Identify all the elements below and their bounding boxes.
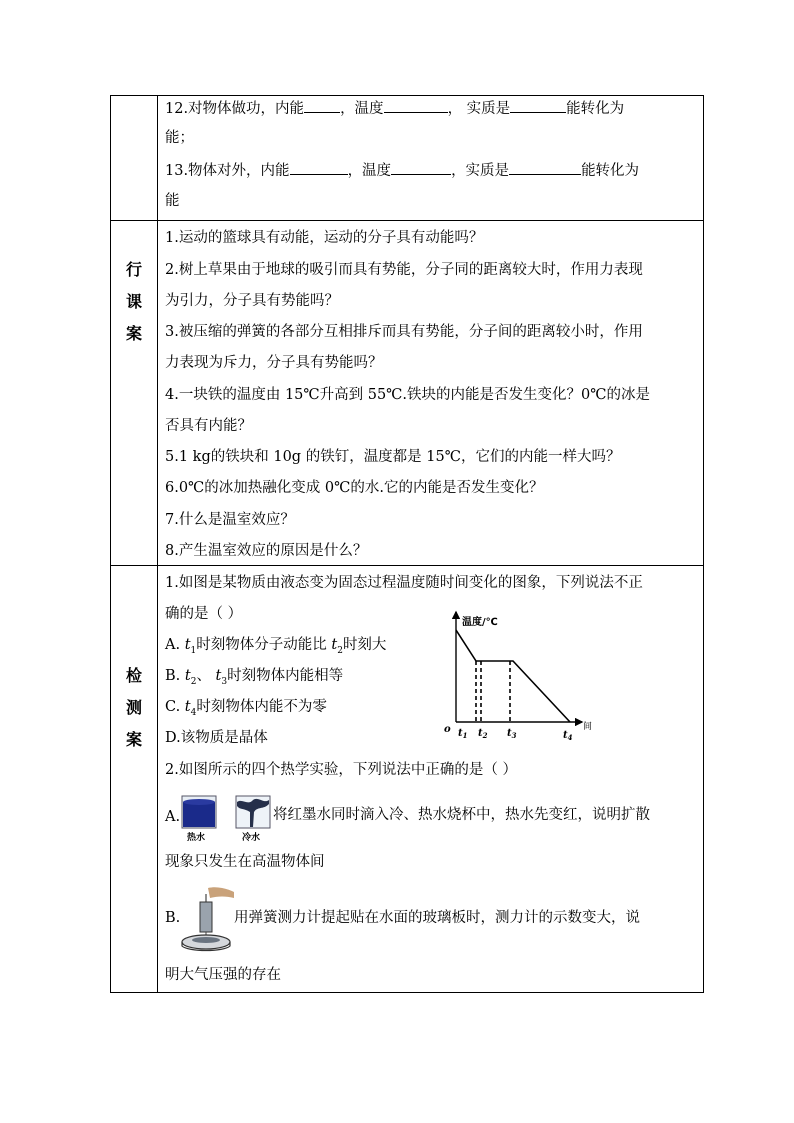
q2-option-a-text-line2: 现象只发生在高温物体间 (165, 854, 325, 870)
graph-tick-t3: $t_3$ (507, 728, 517, 740)
table-top-border (110, 95, 704, 96)
graph-tick-t1: $t_1$ (458, 728, 468, 740)
q12-line1: 12.对物体做功，内能 ，温度 ， 实质是 能转化为 (165, 98, 624, 119)
q1-option-a: A. $t_1$时刻物体分子动能比 $t_2$时刻大 (165, 637, 387, 656)
row-divider-2 (110, 565, 704, 566)
xingkean-line-4: 3.被压缩的弹簧的各部分互相排斥而具有势能，分子间的距离较小时，作用 (165, 324, 643, 340)
table-bottom-border (110, 992, 704, 993)
q2-option-b-prefix: B. (165, 910, 181, 926)
q2-option-a-text-line1: 将红墨水同时滴入冷、热水烧杯中，热水先变红，说明扩散 (273, 807, 650, 823)
q2-option-a-prefix: A. (165, 809, 181, 825)
q1-option-d: D.该物质是晶体 (165, 730, 268, 746)
q12-line2: 能； (165, 130, 194, 146)
xingkean-line-9: 6.0℃的冰加热融化变成 0℃的水.它的内能是否发生变化？ (165, 480, 544, 496)
xingkean-line-10: 7.什么是温室效应？ (165, 512, 295, 528)
q1-option-c: C. $t_4$时刻物体内能不为零 (165, 699, 327, 718)
xingkean-line-1: 1.运动的篮球具有动能，运动的分子具有动能吗？ (165, 230, 484, 246)
graph-tick-t2: $t_2$ (478, 728, 488, 740)
xingkean-line-11: 8.产生温室效应的原因是什么？ (165, 543, 368, 559)
graph-origin: o (444, 724, 451, 735)
q13-line2: 能 (165, 193, 180, 209)
q2-option-b-text-line1: 用弹簧测力计提起贴在水面的玻璃板时，测力计的示数变大，说 (234, 910, 640, 926)
graph-y-label: 温度/℃ (462, 617, 498, 628)
xingkean-line-5: 力表现为斥力，分子具有势能吗？ (165, 355, 383, 371)
xingkean-line-8: 5.1 kg的铁块和 10g 的铁钉，温度都是 15℃，它们的内能一样大吗？ (165, 449, 621, 465)
row-divider-1 (110, 220, 704, 221)
xingkean-line-6: 4.一块铁的温度由 15℃升高到 55℃.铁块的内能是否发生变化？0℃的冰是 (165, 387, 650, 403)
graph-tick-t4: $t_4$ (563, 730, 573, 742)
q1-option-b: B. $t_2$、 $t_3$时刻物体内能相等 (165, 668, 344, 687)
q2-option-b-text-line2: 明大气压强的存在 (165, 967, 281, 983)
q1-stem-line1: 1.如图是某物质由液态变为固态过程温度随时间变化的图象，下列说法不正 (165, 575, 643, 591)
xingkean-line-3: 为引力，分子具有势能吗？ (165, 293, 339, 309)
beaker-experiment-illustration (178, 790, 274, 842)
section-label-jiancean: 检 测 案 (125, 666, 142, 749)
graph-curve (456, 630, 570, 722)
graph-x-label: 间 (583, 722, 593, 732)
section-label-xingkean: 行 课 案 (125, 260, 142, 343)
label-column-divider (157, 95, 158, 993)
q2-stem: 2.如图所示的四个热学实验，下列说法中正确的是（ ） (165, 762, 517, 778)
spring-scale-illustration (178, 884, 238, 954)
table-left-border (110, 95, 111, 993)
hot-water-caption: 热水 (187, 833, 206, 842)
xingkean-line-7: 否具有内能？ (165, 418, 252, 434)
table-right-border (703, 95, 704, 993)
xingkean-line-2: 2.树上草果由于地球的吸引而具有势能，分子同的距离较大时，作用力表现 (165, 262, 643, 278)
cold-water-caption: 冷水 (242, 833, 261, 842)
cooling-curve-graph (440, 608, 600, 743)
q1-stem-line2: 确的是（ ） (165, 606, 243, 622)
q13-line1: 13.物体对外，内能 ，温度 ，实质是 能转化为 (165, 160, 639, 181)
